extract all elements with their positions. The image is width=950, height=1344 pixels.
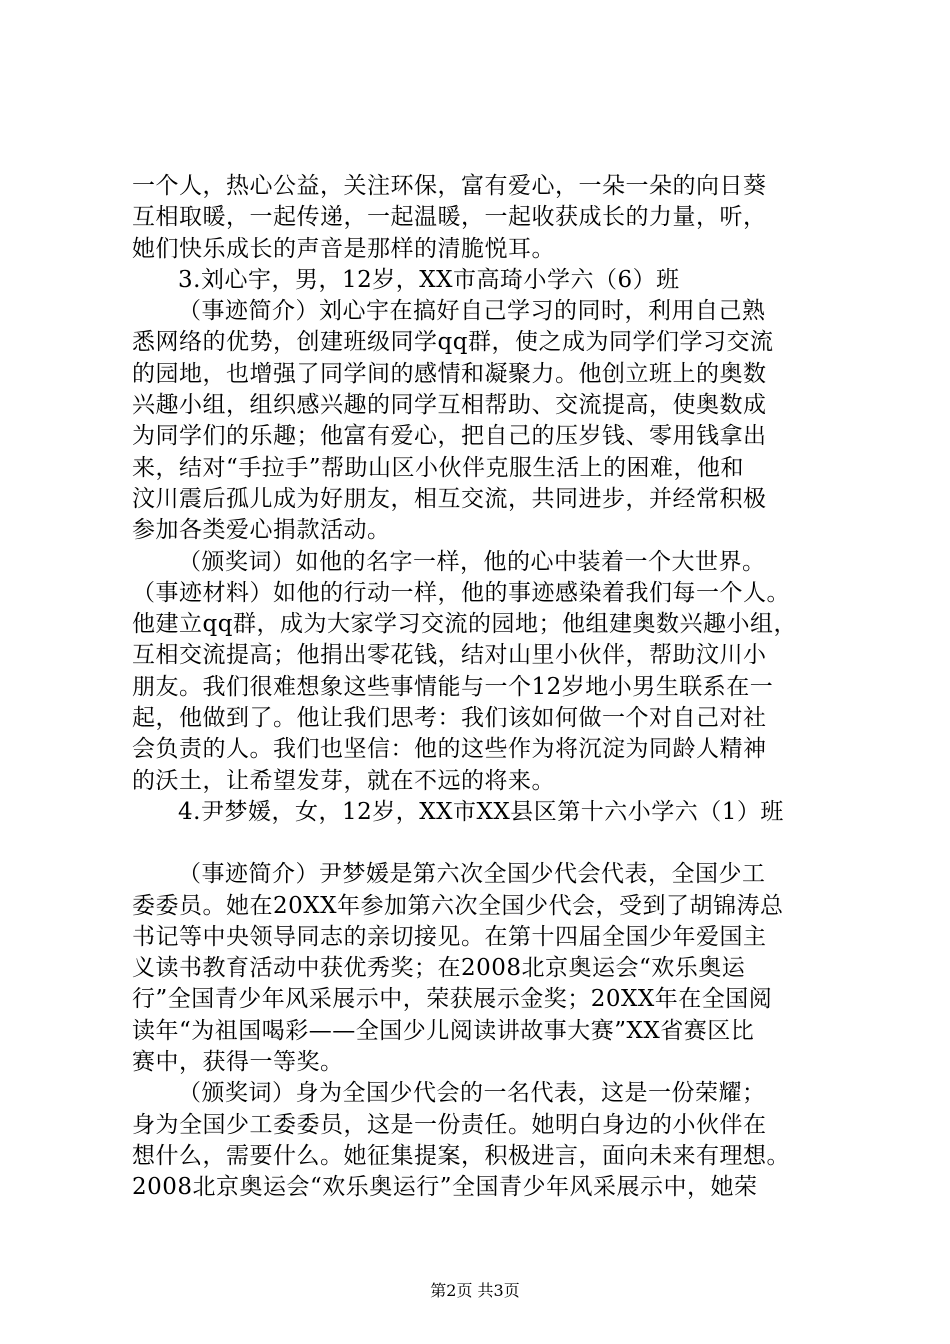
text-line: 会负责的人。我们也坚信：他的这些作为将沉淀为同龄人精神	[132, 736, 767, 763]
text-line: 互相取暖，一起传递，一起温暖，一起收获成长的力量，听，	[132, 204, 767, 231]
text-line: 的沃土，让希望发芽，就在不远的将来。	[132, 767, 555, 794]
section-heading-4: 4.尹梦媛，女，12岁，XX市XX县区第十六小学六（1）班	[178, 798, 784, 825]
text-line: 一个人，热心公益，关注环保，富有爱心，一朵一朵的向日葵	[132, 173, 767, 199]
text-line: 2008北京奥运会“欢乐奥运行”全国青少年风采展示中，她荣	[132, 1174, 758, 1201]
text-line: （事迹简介）尹梦媛是第六次全国少代会代表，全国少工	[178, 861, 766, 888]
text-line: （颁奖词）如他的名字一样，他的心中装着一个大世界。	[178, 548, 766, 575]
text-line: 悉网络的优势，创建班级同学qq群，使之成为同学们学习交流	[132, 329, 774, 356]
text-line: 为同学们的乐趣；他富有爱心，把自己的压岁钱、零用钱拿出	[132, 423, 767, 450]
section-heading-3: 3.刘心宇，男，12岁，XX市高琦小学六（6）班	[178, 266, 680, 293]
document-body	[132, 171, 832, 1204]
text-line: （事迹简介）刘心宇在搞好自己学习的同时，利用自己熟	[178, 298, 766, 325]
text-line: 参加各类爱心捐款活动。	[132, 517, 391, 544]
text-line: 身为全国少工委委员，这是一份责任。她明白身边的小伙伴在	[132, 1111, 767, 1138]
text-line: 汶川震后孤儿成为好朋友，相互交流，共同进步，并经常积极	[132, 485, 767, 512]
text-line: 想什么，需要什么。她征集提案，积极进言，面向未来有理想。	[132, 1142, 790, 1169]
text-line: 赛中，获得一等奖。	[132, 1049, 344, 1076]
text-line: 义读书教育活动中获优秀奖；在2008北京奥运会“欢乐奥运	[132, 955, 746, 982]
text-line: 他建立qq群，成为大家学习交流的园地；他组建奥数兴趣小组，	[132, 611, 797, 638]
text-line: 朋友。我们很难想象这些事情能与一个12岁地小男生联系在一	[132, 673, 774, 700]
text-line: 兴趣小组，组织感兴趣的同学互相帮助、交流提高，使奥数成	[132, 392, 767, 419]
text-line: 起，他做到了。他让我们思考：我们该如何做一个对自己对社	[132, 705, 767, 732]
text-line: （颁奖词）身为全国少代会的一名代表，这是一份荣耀；	[178, 1080, 766, 1107]
page-number-footer: 第2页 共3页	[430, 1281, 520, 1300]
text-line: 来，结对“手拉手”帮助山区小伙伴克服生活上的困难，他和	[132, 454, 745, 481]
text-line: 书记等中央领导同志的亲切接见。在第十四届全国少年爱国主	[132, 923, 767, 950]
text-line: 委委员。她在20XX年参加第六次全国少代会，受到了胡锦涛总	[132, 892, 784, 919]
text-line: 她们快乐成长的声音是那样的清脆悦耳。	[132, 235, 555, 262]
text-line: 行”全国青少年风采展示中，荣获展示金奖；20XX年在全国阅	[132, 986, 773, 1013]
text-line: （事迹材料）如他的行动一样，他的事迹感染着我们每一个人。	[132, 579, 790, 606]
text-line: 的园地，也增强了同学间的感情和凝聚力。他创立班上的奥数	[132, 360, 767, 387]
text-line: 互相交流提高；他捐出零花钱，结对山里小伙伴，帮助汶川小	[132, 642, 767, 669]
blank-line	[132, 828, 832, 859]
text-line: 读年“为祖国喝彩——全国少儿阅读讲故事大赛”XX省赛区比	[132, 1017, 755, 1044]
